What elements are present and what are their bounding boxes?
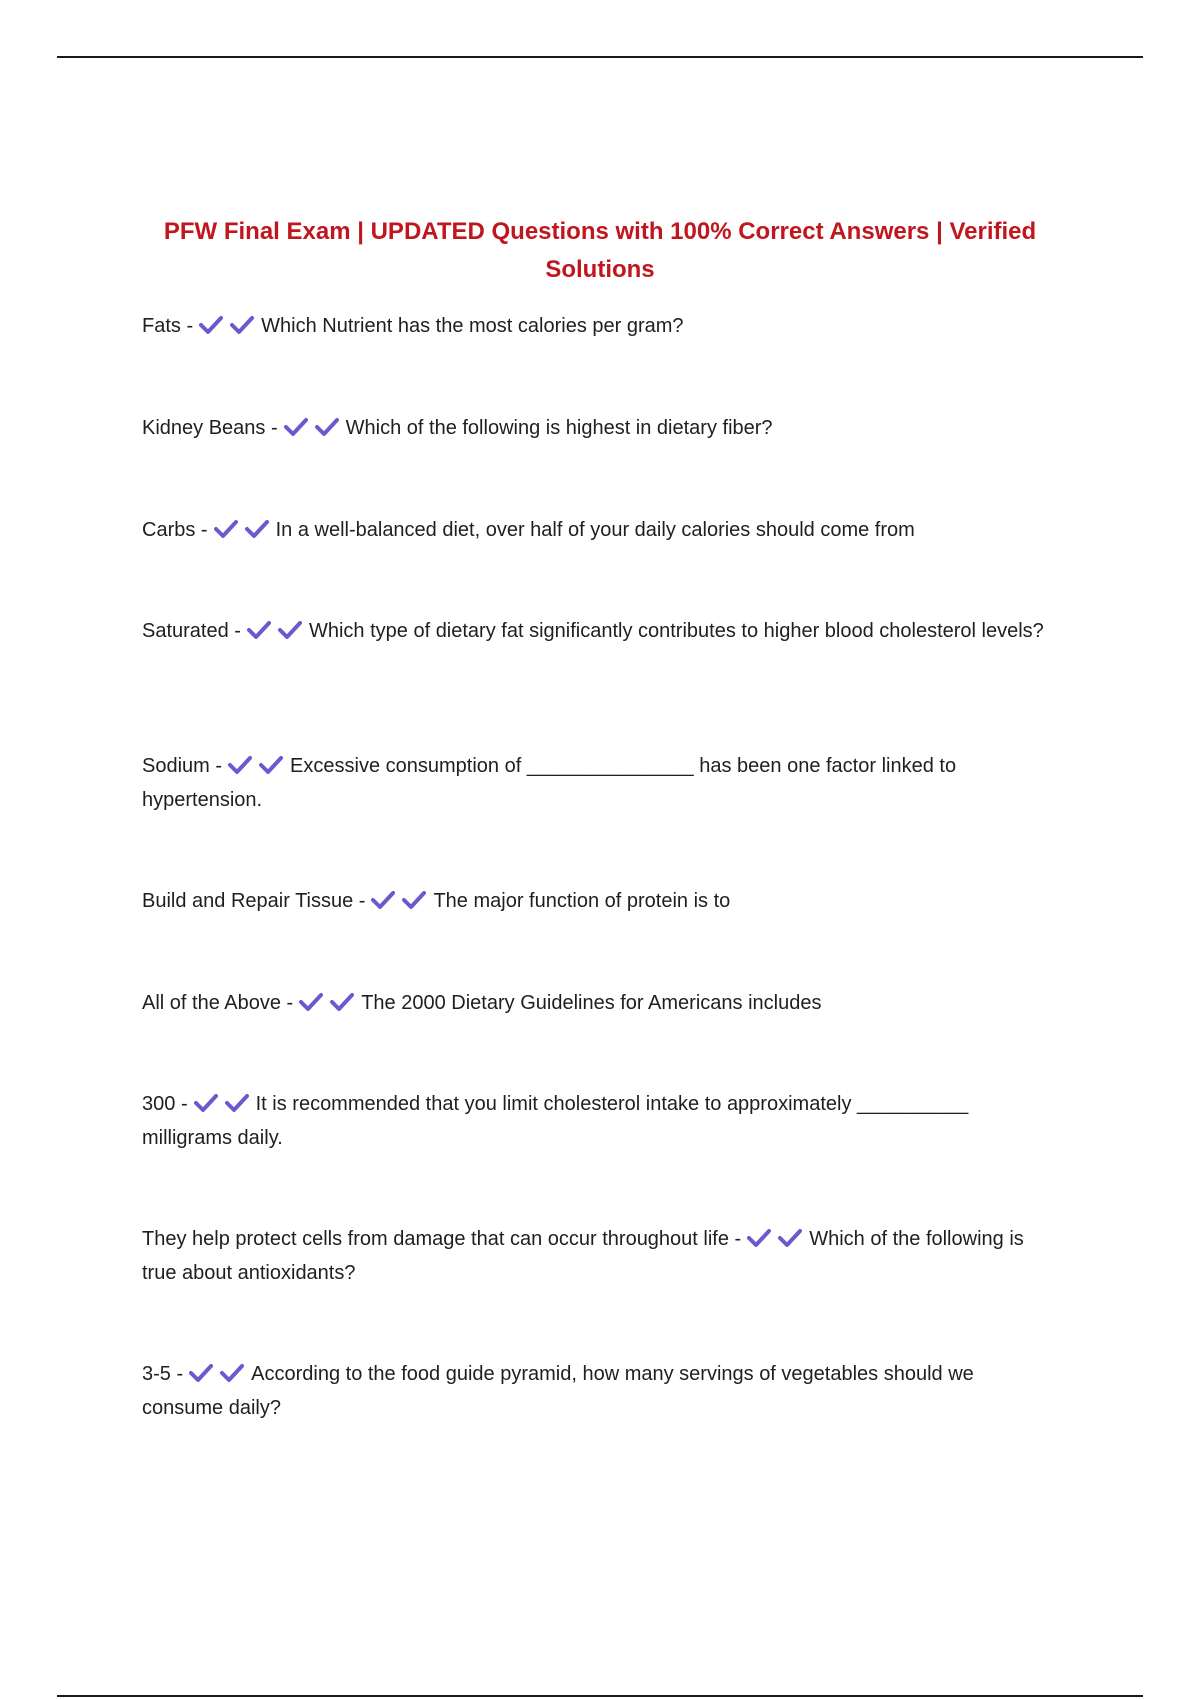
question-text: Which Nutrient has the most calories per gram? — [261, 315, 684, 337]
separator: - — [734, 1228, 742, 1250]
qa-item — [142, 986, 1060, 1020]
double-checkmark-icon — [365, 890, 433, 912]
separator: - — [286, 992, 294, 1014]
answer-text: They help protect cells from damage that can occur throughout life — [142, 1228, 729, 1250]
question-text: Which of the following is true about antioxidants? — [142, 1228, 1024, 1284]
separator: - — [270, 417, 278, 439]
double-checkmark-icon — [222, 755, 290, 777]
question-text: Excessive consumption of _______________ has been one factor linked to hypertension. — [142, 755, 957, 811]
question-text: According to the food guide pyramid, how many servings of vegetables should we consume daily? — [142, 1363, 974, 1419]
double-checkmark-icon — [241, 620, 309, 642]
answer-text: All of the Above — [142, 992, 281, 1014]
qa-item — [142, 411, 1060, 445]
qa-item — [142, 513, 1060, 547]
qa-item — [142, 309, 1060, 343]
header-rule — [57, 56, 1143, 58]
answer-text: 3-5 — [142, 1363, 171, 1385]
question-text: Which type of dietary fat significantly contributes to higher blood cholesterol levels? — [308, 620, 1044, 642]
page-title: PFW Final Exam | UPDATED Questions with 100% Correct Answers | Verified Solutions — [163, 218, 1037, 283]
double-checkmark-icon — [188, 1093, 256, 1115]
qa-item — [142, 749, 1060, 817]
double-checkmark-icon — [293, 992, 361, 1014]
question-text: In a well-balanced diet, over half of your daily calories should come from — [275, 519, 915, 541]
double-checkmark-icon — [193, 315, 261, 337]
answer-text: Kidney Beans — [142, 417, 266, 439]
question-text: The 2000 Dietary Guidelines for Americans includes — [361, 992, 822, 1014]
separator: - — [186, 315, 194, 337]
answer-text: 300 — [142, 1093, 176, 1115]
double-checkmark-icon — [183, 1363, 251, 1385]
separator: - — [176, 1363, 184, 1385]
separator: - — [180, 1093, 188, 1115]
qa-item — [142, 1357, 1060, 1425]
question-text: The major function of protein is to — [433, 890, 731, 912]
qa-item — [142, 1087, 1060, 1155]
separator: - — [200, 519, 208, 541]
qa-item — [142, 614, 1060, 648]
answer-text: Carbs — [142, 519, 196, 541]
qa-item — [142, 884, 1060, 918]
qa-item — [142, 1222, 1060, 1290]
answer-text: Build and Repair Tissue — [142, 890, 354, 912]
answer-text: Saturated — [142, 620, 229, 642]
double-checkmark-icon — [208, 519, 276, 541]
answer-text: Fats — [142, 315, 181, 337]
double-checkmark-icon — [278, 417, 346, 439]
answer-text: Sodium — [142, 755, 210, 777]
separator: - — [234, 620, 241, 642]
question-text: Which of the following is highest in dietary fiber? — [345, 417, 773, 439]
question-text: It is recommended that you limit cholesterol intake to approximately __________ milligrams daily. — [142, 1093, 969, 1149]
separator: - — [358, 890, 366, 912]
footer-rule — [57, 1695, 1143, 1697]
separator: - — [215, 755, 223, 777]
double-checkmark-icon — [741, 1228, 809, 1250]
